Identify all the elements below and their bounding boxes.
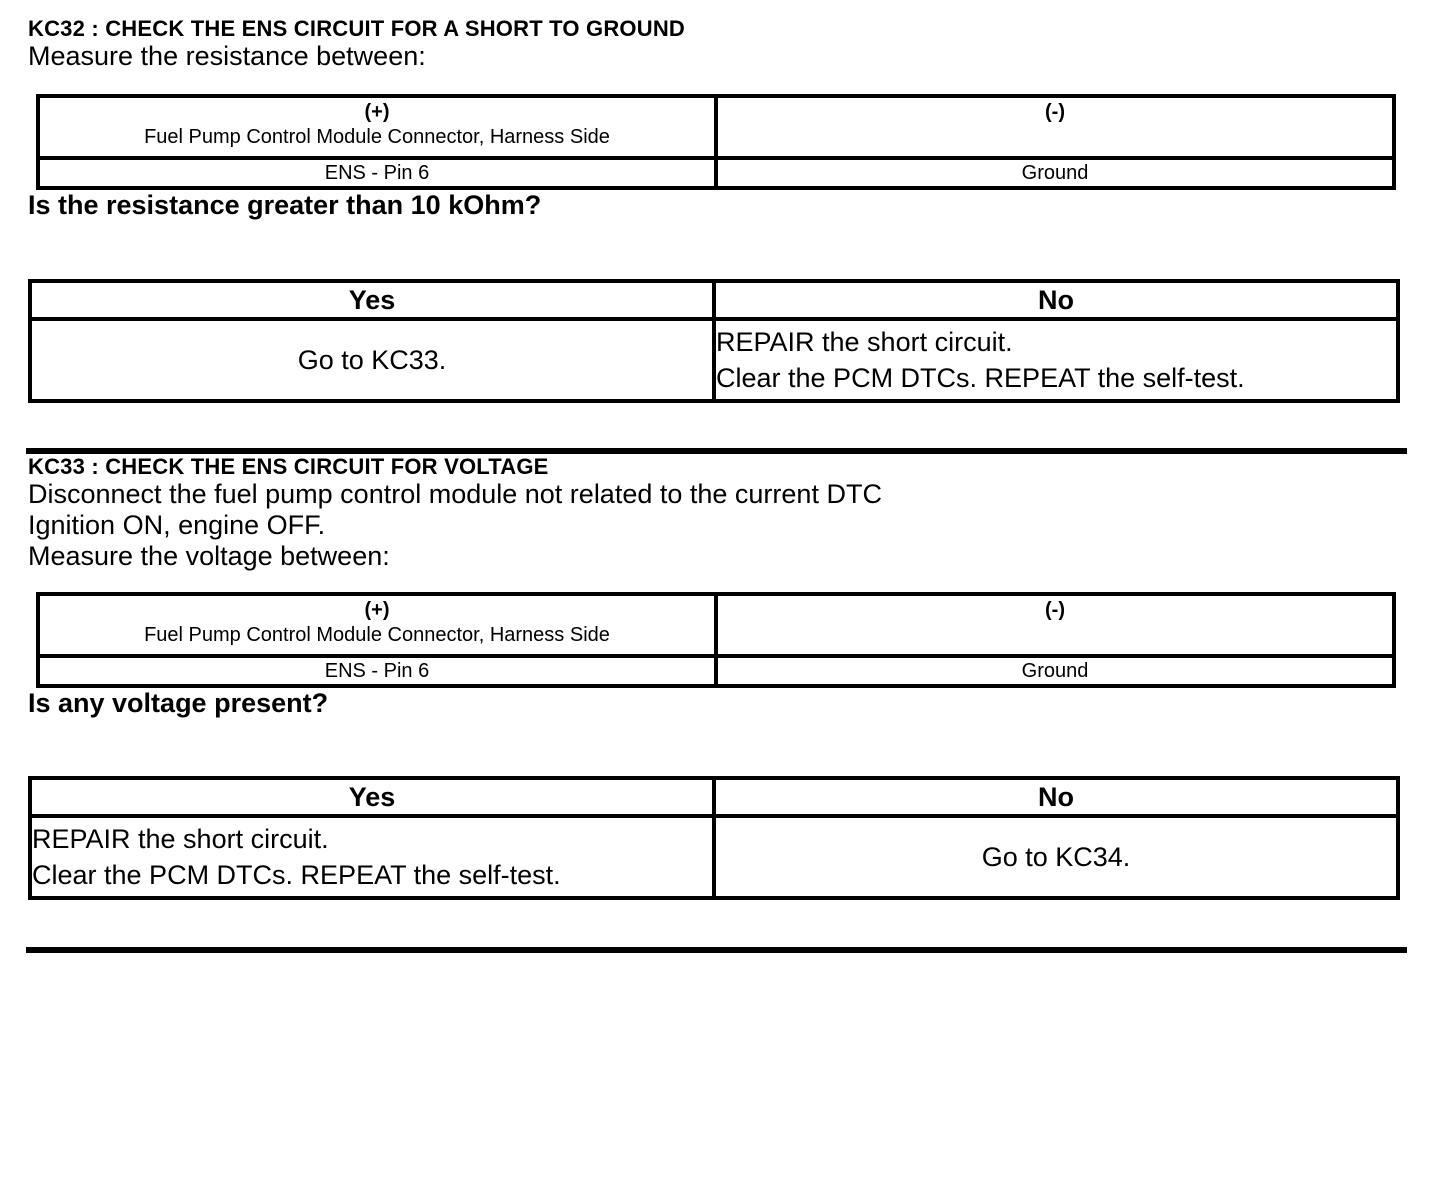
positive-connector-label: Fuel Pump Control Module Connector, Harness Side	[144, 624, 610, 646]
kc32-question: Is the resistance greater than 10 kOhm?	[28, 190, 542, 220]
positive-connector-label: Fuel Pump Control Module Connector, Harness Side	[144, 126, 610, 148]
negative-header-cell	[716, 96, 1394, 158]
section-kc32	[28, 16, 1440, 454]
positive-measure-point: ENS - Pin 6	[38, 656, 716, 686]
table-row	[30, 816, 1398, 898]
negative-polarity-label: (-)	[1045, 599, 1065, 621]
positive-header-cell	[38, 96, 716, 158]
yes-column-header: Yes	[30, 281, 714, 319]
table-row	[38, 96, 1394, 158]
table-row	[38, 158, 1394, 188]
kc33-result-table	[28, 776, 1400, 900]
yes-action-cell	[30, 319, 714, 401]
positive-polarity-label: (+)	[364, 599, 390, 621]
positive-measure-point: ENS - Pin 6	[38, 158, 716, 188]
kc33-instruction-text: Disconnect the fuel pump control module not related to the current DTC	[28, 479, 882, 509]
page-bottom-divider	[26, 947, 1407, 953]
negative-header-cell	[716, 594, 1394, 656]
kc33-instruction-text: Measure the voltage between:	[28, 541, 390, 571]
no-action-line: Go to KC34.	[981, 842, 1131, 872]
no-column-header: No	[714, 778, 1398, 816]
table-row	[38, 594, 1394, 656]
no-action-line: REPAIR the short circuit.	[716, 327, 1013, 357]
section-kc32-heading: KC32 : CHECK THE ENS CIRCUIT FOR A SHORT TO GROUND	[28, 16, 685, 41]
negative-measure-point: Ground	[716, 656, 1394, 686]
table-row	[30, 281, 1398, 319]
section-kc33-heading: KC33 : CHECK THE ENS CIRCUIT FOR VOLTAGE	[28, 454, 549, 479]
kc33-question: Is any voltage present?	[28, 688, 329, 718]
no-action-line: Clear the PCM DTCs. REPEAT the self-test.	[716, 363, 1245, 393]
kc32-instruction-text: Measure the resistance between:	[28, 41, 426, 71]
no-action-cell	[714, 816, 1398, 898]
no-action-cell	[714, 319, 1398, 401]
yes-action-line: Go to KC33.	[297, 345, 447, 375]
no-column-header: No	[714, 281, 1398, 319]
yes-action-cell	[30, 816, 714, 898]
positive-polarity-label: (+)	[364, 101, 390, 123]
kc33-measurement-table	[36, 592, 1396, 688]
table-row	[30, 778, 1398, 816]
yes-column-header: Yes	[30, 778, 714, 816]
negative-measure-point: Ground	[716, 158, 1394, 188]
kc32-result-table	[28, 279, 1400, 403]
kc33-instruction-text: Ignition ON, engine OFF.	[28, 510, 326, 540]
kc32-measurement-table	[36, 94, 1396, 190]
section-kc33	[28, 454, 1440, 953]
positive-header-cell	[38, 594, 716, 656]
yes-action-line: Clear the PCM DTCs. REPEAT the self-test.	[32, 860, 561, 890]
yes-action-line: REPAIR the short circuit.	[32, 824, 329, 854]
negative-polarity-label: (-)	[1045, 101, 1065, 123]
table-row	[38, 656, 1394, 686]
table-row	[30, 319, 1398, 401]
